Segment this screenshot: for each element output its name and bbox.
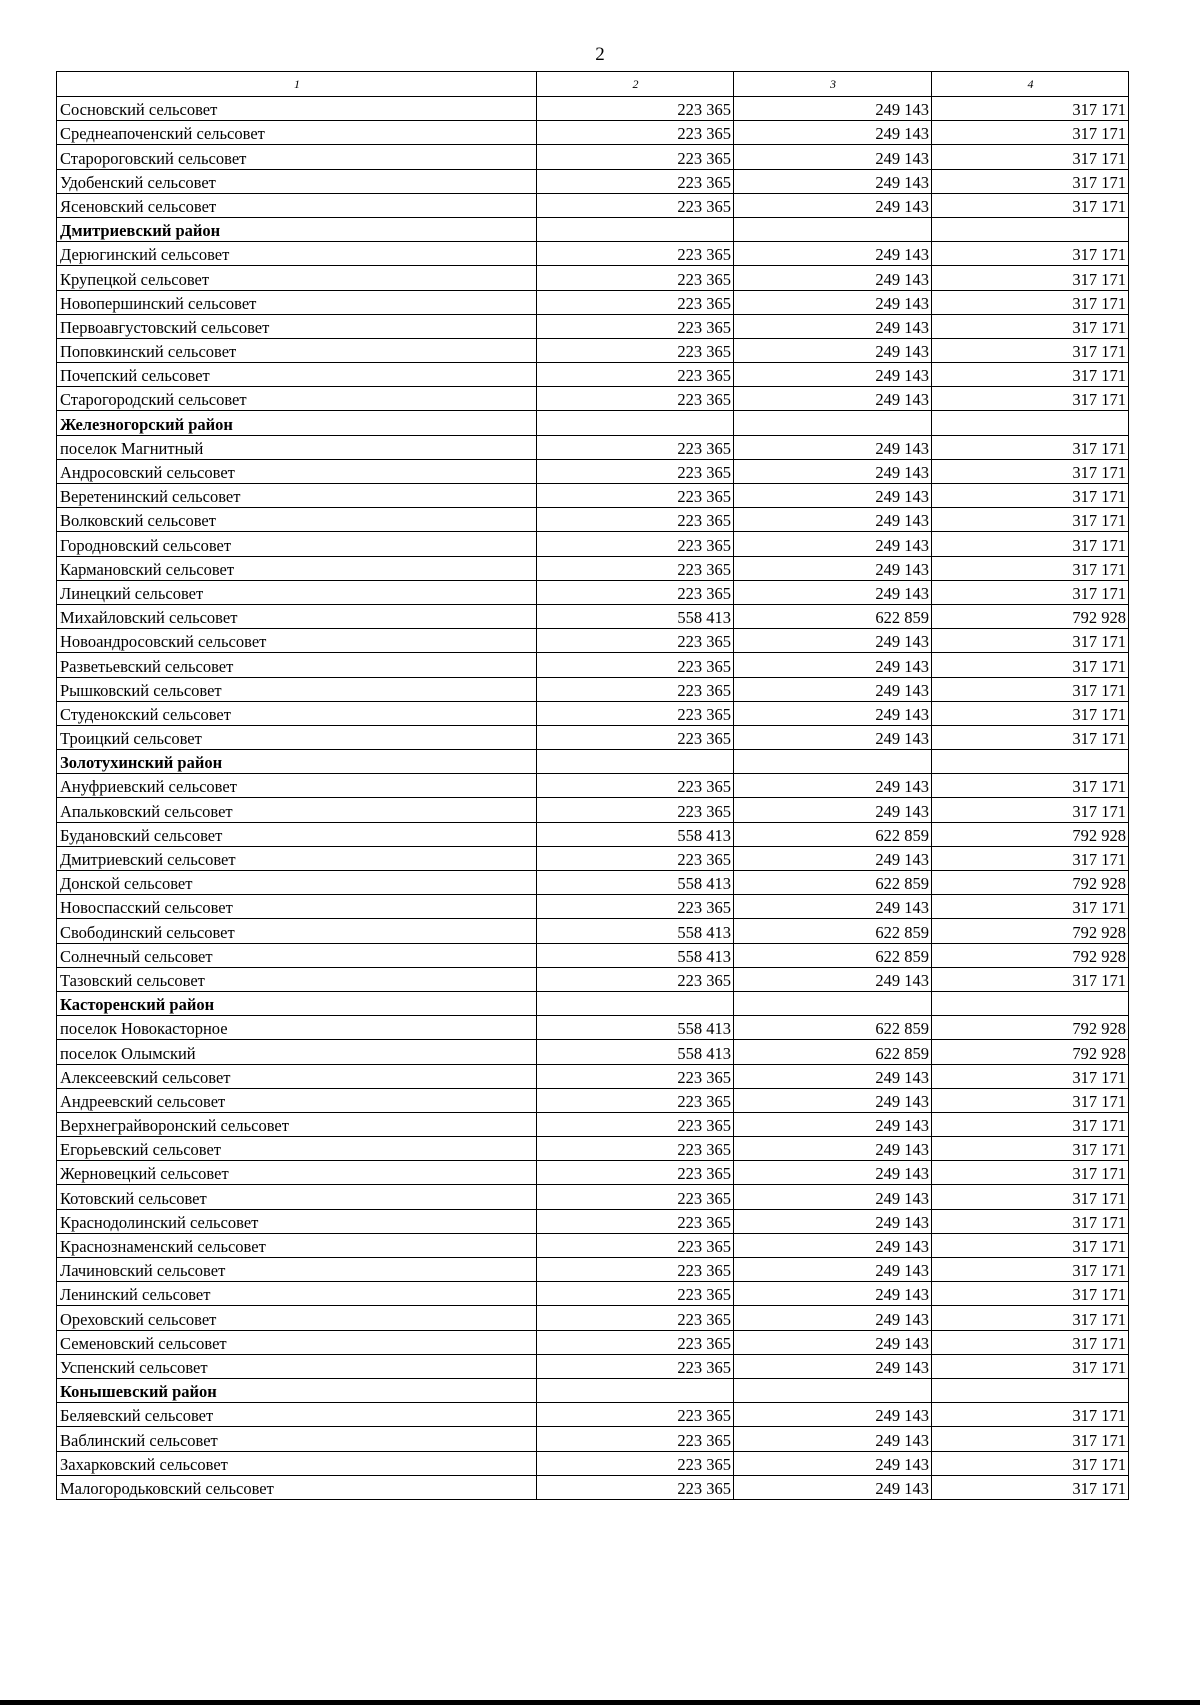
value-cell-col3: 249 143 — [734, 314, 932, 338]
name-cell: Троицкий сельсовет — [57, 725, 537, 749]
value-cell-col2: 223 365 — [537, 967, 734, 991]
table-row — [57, 1475, 1129, 1499]
name-cell: Егорьевский сельсовет — [57, 1137, 537, 1161]
name-cell: Почепский сельсовет — [57, 363, 537, 387]
name-cell: Линецкий сельсовет — [57, 580, 537, 604]
value-cell-col2: 223 365 — [537, 169, 734, 193]
value-cell-col3: 249 143 — [734, 1112, 932, 1136]
value-cell-col2: 558 413 — [537, 871, 734, 895]
district-name: Конышевский район — [57, 1378, 537, 1402]
table-row — [57, 242, 1129, 266]
name-cell: Старогородский сельсовет — [57, 387, 537, 411]
value-cell-col4: 317 171 — [932, 1427, 1129, 1451]
value-cell-col4 — [932, 1378, 1129, 1402]
value-cell-col3: 249 143 — [734, 1233, 932, 1257]
value-cell-col3 — [734, 750, 932, 774]
value-cell-col2: 223 365 — [537, 1403, 734, 1427]
value-cell-col2: 223 365 — [537, 532, 734, 556]
value-cell-col3: 622 859 — [734, 604, 932, 628]
table-row — [57, 266, 1129, 290]
value-cell-col2 — [537, 991, 734, 1015]
table-row — [57, 1064, 1129, 1088]
value-cell-col4: 317 171 — [932, 1137, 1129, 1161]
value-cell-col4: 317 171 — [932, 1306, 1129, 1330]
value-cell-col2: 223 365 — [537, 484, 734, 508]
value-cell-col2: 223 365 — [537, 459, 734, 483]
table-row — [57, 798, 1129, 822]
district-header-row — [57, 217, 1129, 241]
value-cell-col4: 317 171 — [932, 1330, 1129, 1354]
table-row — [57, 387, 1129, 411]
value-cell-col2: 223 365 — [537, 798, 734, 822]
value-cell-col2: 223 365 — [537, 1233, 734, 1257]
value-cell-col3: 249 143 — [734, 266, 932, 290]
value-cell-col4: 792 928 — [932, 1016, 1129, 1040]
column-number: 2 — [537, 72, 734, 97]
value-cell-col4: 317 171 — [932, 532, 1129, 556]
value-cell-col4: 317 171 — [932, 1209, 1129, 1233]
value-cell-col3: 249 143 — [734, 1209, 932, 1233]
value-cell-col4: 317 171 — [932, 677, 1129, 701]
value-cell-col4: 792 928 — [932, 1040, 1129, 1064]
value-cell-col4: 317 171 — [932, 508, 1129, 532]
table-row — [57, 701, 1129, 725]
name-cell: Кармановский сельсовет — [57, 556, 537, 580]
name-cell: Алексеевский сельсовет — [57, 1064, 537, 1088]
table-row — [57, 1040, 1129, 1064]
district-header-row — [57, 411, 1129, 435]
table-row — [57, 1403, 1129, 1427]
table-row — [57, 508, 1129, 532]
value-cell-col3: 249 143 — [734, 508, 932, 532]
value-cell-col4: 317 171 — [932, 435, 1129, 459]
value-cell-col4: 792 928 — [932, 604, 1129, 628]
value-cell-col4: 317 171 — [932, 846, 1129, 870]
table-row — [57, 1088, 1129, 1112]
table-row — [57, 1137, 1129, 1161]
value-cell-col3: 249 143 — [734, 435, 932, 459]
value-cell-col3: 249 143 — [734, 774, 932, 798]
value-cell-col3: 249 143 — [734, 1137, 932, 1161]
value-cell-col2: 223 365 — [537, 556, 734, 580]
value-cell-col4 — [932, 411, 1129, 435]
value-cell-col3: 622 859 — [734, 1040, 932, 1064]
district-header-row — [57, 991, 1129, 1015]
value-cell-col2: 223 365 — [537, 145, 734, 169]
name-cell: Рышковский сельсовет — [57, 677, 537, 701]
table-row — [57, 774, 1129, 798]
value-cell-col3: 249 143 — [734, 387, 932, 411]
value-cell-col2: 223 365 — [537, 1354, 734, 1378]
value-cell-col3: 249 143 — [734, 484, 932, 508]
table-row — [57, 193, 1129, 217]
value-cell-col2: 223 365 — [537, 97, 734, 121]
value-cell-col2: 223 365 — [537, 629, 734, 653]
column-number: 3 — [734, 72, 932, 97]
value-cell-col2: 223 365 — [537, 338, 734, 362]
value-cell-col2: 223 365 — [537, 242, 734, 266]
value-cell-col2: 558 413 — [537, 919, 734, 943]
value-cell-col3: 622 859 — [734, 871, 932, 895]
value-cell-col3: 249 143 — [734, 290, 932, 314]
name-cell: поселок Олымский — [57, 1040, 537, 1064]
value-cell-col3: 249 143 — [734, 338, 932, 362]
value-cell-col4: 317 171 — [932, 363, 1129, 387]
value-cell-col2: 223 365 — [537, 1112, 734, 1136]
value-cell-col3: 249 143 — [734, 242, 932, 266]
table-row — [57, 121, 1129, 145]
value-cell-col3 — [734, 1378, 932, 1402]
name-cell: Новоспасский сельсовет — [57, 895, 537, 919]
value-cell-col4: 317 171 — [932, 701, 1129, 725]
value-cell-col4: 317 171 — [932, 1088, 1129, 1112]
value-cell-col4: 317 171 — [932, 1064, 1129, 1088]
table-row — [57, 604, 1129, 628]
value-cell-col3: 249 143 — [734, 1427, 932, 1451]
name-cell: Ленинский сельсовет — [57, 1282, 537, 1306]
table-row — [57, 846, 1129, 870]
value-cell-col2: 223 365 — [537, 1282, 734, 1306]
name-cell: Будановский сельсовет — [57, 822, 537, 846]
value-cell-col4: 792 928 — [932, 919, 1129, 943]
value-cell-col3: 249 143 — [734, 193, 932, 217]
table-row — [57, 290, 1129, 314]
value-cell-col4: 317 171 — [932, 629, 1129, 653]
value-cell-col3: 249 143 — [734, 1161, 932, 1185]
value-cell-col2: 223 365 — [537, 1330, 734, 1354]
value-cell-col2: 223 365 — [537, 1209, 734, 1233]
value-cell-col4: 317 171 — [932, 1475, 1129, 1499]
value-cell-col2: 223 365 — [537, 290, 734, 314]
name-cell: Крупецкой сельсовет — [57, 266, 537, 290]
value-cell-col4: 317 171 — [932, 895, 1129, 919]
table-row — [57, 556, 1129, 580]
value-cell-col2 — [537, 217, 734, 241]
column-number-row — [57, 72, 1129, 97]
value-cell-col4: 317 171 — [932, 1161, 1129, 1185]
name-cell: Захарковский сельсовет — [57, 1451, 537, 1475]
table-row — [57, 532, 1129, 556]
value-cell-col3: 249 143 — [734, 677, 932, 701]
district-name: Касторенский район — [57, 991, 537, 1015]
name-cell: Краснознаменский сельсовет — [57, 1233, 537, 1257]
name-cell: Свободинский сельсовет — [57, 919, 537, 943]
table-row — [57, 1112, 1129, 1136]
value-cell-col2: 223 365 — [537, 580, 734, 604]
value-cell-col3: 249 143 — [734, 1306, 932, 1330]
value-cell-col3: 249 143 — [734, 459, 932, 483]
value-cell-col2: 223 365 — [537, 846, 734, 870]
value-cell-col4: 317 171 — [932, 145, 1129, 169]
value-cell-col2: 558 413 — [537, 604, 734, 628]
table-row — [57, 822, 1129, 846]
value-cell-col2: 223 365 — [537, 701, 734, 725]
value-cell-col4: 317 171 — [932, 653, 1129, 677]
table-row — [57, 459, 1129, 483]
value-cell-col2: 223 365 — [537, 387, 734, 411]
page-number: 2 — [595, 44, 605, 65]
value-cell-col3: 249 143 — [734, 1258, 932, 1282]
value-cell-col3: 249 143 — [734, 1451, 932, 1475]
value-cell-col3: 249 143 — [734, 701, 932, 725]
value-cell-col2: 223 365 — [537, 314, 734, 338]
value-cell-col3: 249 143 — [734, 653, 932, 677]
value-cell-col2: 223 365 — [537, 1185, 734, 1209]
value-cell-col3: 249 143 — [734, 121, 932, 145]
value-cell-col3: 249 143 — [734, 798, 932, 822]
table-row — [57, 1282, 1129, 1306]
value-cell-col2: 223 365 — [537, 1064, 734, 1088]
district-name: Железногорский район — [57, 411, 537, 435]
value-cell-col4: 317 171 — [932, 967, 1129, 991]
value-cell-col2: 223 365 — [537, 363, 734, 387]
value-cell-col4: 317 171 — [932, 314, 1129, 338]
name-cell: Первоавгустовский сельсовет — [57, 314, 537, 338]
value-cell-col2: 558 413 — [537, 1016, 734, 1040]
district-header-row — [57, 1378, 1129, 1402]
value-cell-col4: 317 171 — [932, 1282, 1129, 1306]
name-cell: Новоандросовский сельсовет — [57, 629, 537, 653]
name-cell: Ореховский сельсовет — [57, 1306, 537, 1330]
value-cell-col2: 223 365 — [537, 1306, 734, 1330]
name-cell: Беляевский сельсовет — [57, 1403, 537, 1427]
district-name: Золотухинский район — [57, 750, 537, 774]
value-cell-col4 — [932, 217, 1129, 241]
value-cell-col2: 223 365 — [537, 1258, 734, 1282]
value-cell-col4: 317 171 — [932, 1185, 1129, 1209]
value-cell-col4: 317 171 — [932, 121, 1129, 145]
table-row — [57, 943, 1129, 967]
value-cell-col4: 317 171 — [932, 193, 1129, 217]
allocation-table — [56, 71, 1129, 1500]
value-cell-col2: 223 365 — [537, 1137, 734, 1161]
name-cell: Краснодолинский сельсовет — [57, 1209, 537, 1233]
name-cell: Ваблинский сельсовет — [57, 1427, 537, 1451]
table-row — [57, 435, 1129, 459]
value-cell-col2: 223 365 — [537, 1475, 734, 1499]
value-cell-col2: 223 365 — [537, 193, 734, 217]
name-cell: Дерюгинский сельсовет — [57, 242, 537, 266]
table-row — [57, 1233, 1129, 1257]
table-row — [57, 1185, 1129, 1209]
value-cell-col2: 223 365 — [537, 653, 734, 677]
value-cell-col2: 223 365 — [537, 121, 734, 145]
table-row — [57, 363, 1129, 387]
name-cell: Андросовский сельсовет — [57, 459, 537, 483]
table-row — [57, 169, 1129, 193]
table-row — [57, 1258, 1129, 1282]
value-cell-col3: 249 143 — [734, 725, 932, 749]
table-row — [57, 895, 1129, 919]
name-cell: Удобенский сельсовет — [57, 169, 537, 193]
value-cell-col4: 317 171 — [932, 169, 1129, 193]
name-cell: Успенский сельсовет — [57, 1354, 537, 1378]
scan-bottom-edge — [0, 1700, 1200, 1705]
value-cell-col4: 317 171 — [932, 459, 1129, 483]
name-cell: Солнечный сельсовет — [57, 943, 537, 967]
name-cell: Семеновский сельсовет — [57, 1330, 537, 1354]
value-cell-col4: 317 171 — [932, 798, 1129, 822]
name-cell: Михайловский сельсовет — [57, 604, 537, 628]
value-cell-col2: 223 365 — [537, 1451, 734, 1475]
name-cell: Новопершинский сельсовет — [57, 290, 537, 314]
name-cell: Ануфриевский сельсовет — [57, 774, 537, 798]
name-cell: Волковский сельсовет — [57, 508, 537, 532]
value-cell-col3: 622 859 — [734, 943, 932, 967]
name-cell: Поповкинский сельсовет — [57, 338, 537, 362]
name-cell: Дмитриевский сельсовет — [57, 846, 537, 870]
value-cell-col4: 317 171 — [932, 97, 1129, 121]
value-cell-col4: 317 171 — [932, 290, 1129, 314]
table-row — [57, 1016, 1129, 1040]
name-cell: поселок Магнитный — [57, 435, 537, 459]
name-cell: Верхнеграйворонский сельсовет — [57, 1112, 537, 1136]
value-cell-col4 — [932, 991, 1129, 1015]
value-cell-col4: 317 171 — [932, 266, 1129, 290]
value-cell-col4: 792 928 — [932, 871, 1129, 895]
district-name: Дмитриевский район — [57, 217, 537, 241]
table-row — [57, 1354, 1129, 1378]
value-cell-col3: 249 143 — [734, 846, 932, 870]
table-row — [57, 484, 1129, 508]
value-cell-col3: 249 143 — [734, 895, 932, 919]
value-cell-col3 — [734, 991, 932, 1015]
value-cell-col3: 249 143 — [734, 363, 932, 387]
value-cell-col2: 223 365 — [537, 677, 734, 701]
table-row — [57, 677, 1129, 701]
table-row — [57, 653, 1129, 677]
value-cell-col3: 249 143 — [734, 1282, 932, 1306]
value-cell-col3: 622 859 — [734, 1016, 932, 1040]
name-cell: Ясеновский сельсовет — [57, 193, 537, 217]
table-row — [57, 629, 1129, 653]
table-row — [57, 97, 1129, 121]
value-cell-col2: 223 365 — [537, 895, 734, 919]
table-row — [57, 580, 1129, 604]
name-cell: Жерновецкий сельсовет — [57, 1161, 537, 1185]
value-cell-col4: 317 171 — [932, 725, 1129, 749]
value-cell-col3 — [734, 217, 932, 241]
table-row — [57, 145, 1129, 169]
table-row — [57, 1209, 1129, 1233]
table-row — [57, 1330, 1129, 1354]
value-cell-col3 — [734, 411, 932, 435]
value-cell-col4: 317 171 — [932, 1258, 1129, 1282]
value-cell-col3: 249 143 — [734, 580, 932, 604]
value-cell-col3: 249 143 — [734, 97, 932, 121]
table-row — [57, 1306, 1129, 1330]
table-row — [57, 919, 1129, 943]
value-cell-col2: 223 365 — [537, 725, 734, 749]
value-cell-col2: 223 365 — [537, 508, 734, 532]
value-cell-col3: 622 859 — [734, 919, 932, 943]
value-cell-col4: 317 171 — [932, 580, 1129, 604]
value-cell-col3: 249 143 — [734, 1354, 932, 1378]
value-cell-col2: 223 365 — [537, 774, 734, 798]
value-cell-col4: 317 171 — [932, 1233, 1129, 1257]
name-cell: Разветьевский сельсовет — [57, 653, 537, 677]
table-row — [57, 725, 1129, 749]
table-row — [57, 338, 1129, 362]
value-cell-col4 — [932, 750, 1129, 774]
name-cell: Малогородьковский сельсовет — [57, 1475, 537, 1499]
value-cell-col4: 317 171 — [932, 338, 1129, 362]
value-cell-col3: 249 143 — [734, 1088, 932, 1112]
value-cell-col3: 622 859 — [734, 822, 932, 846]
name-cell: Апальковский сельсовет — [57, 798, 537, 822]
value-cell-col4: 792 928 — [932, 822, 1129, 846]
value-cell-col4: 317 171 — [932, 556, 1129, 580]
value-cell-col3: 249 143 — [734, 532, 932, 556]
table-row — [57, 1427, 1129, 1451]
name-cell: Сосновский сельсовет — [57, 97, 537, 121]
value-cell-col2: 223 365 — [537, 1088, 734, 1112]
value-cell-col2: 223 365 — [537, 435, 734, 459]
column-number: 4 — [932, 72, 1129, 97]
value-cell-col4: 317 171 — [932, 242, 1129, 266]
name-cell: Веретенинский сельсовет — [57, 484, 537, 508]
value-cell-col3: 249 143 — [734, 145, 932, 169]
value-cell-col2 — [537, 750, 734, 774]
value-cell-col4: 317 171 — [932, 1451, 1129, 1475]
name-cell: Тазовский сельсовет — [57, 967, 537, 991]
value-cell-col3: 249 143 — [734, 967, 932, 991]
value-cell-col2: 223 365 — [537, 1427, 734, 1451]
value-cell-col3: 249 143 — [734, 629, 932, 653]
name-cell: Старороговский сельсовет — [57, 145, 537, 169]
column-number: 1 — [57, 72, 537, 97]
value-cell-col2: 558 413 — [537, 822, 734, 846]
name-cell: Студенокский сельсовет — [57, 701, 537, 725]
name-cell: Среднеапоченский сельсовет — [57, 121, 537, 145]
table-row — [57, 1161, 1129, 1185]
value-cell-col3: 249 143 — [734, 1185, 932, 1209]
table-row — [57, 314, 1129, 338]
value-cell-col2: 558 413 — [537, 943, 734, 967]
value-cell-col2: 558 413 — [537, 1040, 734, 1064]
value-cell-col3: 249 143 — [734, 1330, 932, 1354]
value-cell-col3: 249 143 — [734, 556, 932, 580]
table-row — [57, 967, 1129, 991]
value-cell-col3: 249 143 — [734, 1475, 932, 1499]
name-cell: поселок Новокасторное — [57, 1016, 537, 1040]
value-cell-col4: 792 928 — [932, 943, 1129, 967]
value-cell-col4: 317 171 — [932, 484, 1129, 508]
table-row — [57, 1451, 1129, 1475]
value-cell-col4: 317 171 — [932, 1112, 1129, 1136]
value-cell-col2: 223 365 — [537, 266, 734, 290]
name-cell: Лачиновский сельсовет — [57, 1258, 537, 1282]
district-header-row — [57, 750, 1129, 774]
name-cell: Донской сельсовет — [57, 871, 537, 895]
table-body — [57, 97, 1129, 1500]
value-cell-col3: 249 143 — [734, 1064, 932, 1088]
value-cell-col4: 317 171 — [932, 387, 1129, 411]
value-cell-col4: 317 171 — [932, 774, 1129, 798]
value-cell-col2: 223 365 — [537, 1161, 734, 1185]
value-cell-col3: 249 143 — [734, 1403, 932, 1427]
value-cell-col4: 317 171 — [932, 1403, 1129, 1427]
value-cell-col4: 317 171 — [932, 1354, 1129, 1378]
value-cell-col2 — [537, 1378, 734, 1402]
name-cell: Котовский сельсовет — [57, 1185, 537, 1209]
value-cell-col3: 249 143 — [734, 169, 932, 193]
table-row — [57, 871, 1129, 895]
name-cell: Андреевский сельсовет — [57, 1088, 537, 1112]
value-cell-col2 — [537, 411, 734, 435]
name-cell: Городновский сельсовет — [57, 532, 537, 556]
